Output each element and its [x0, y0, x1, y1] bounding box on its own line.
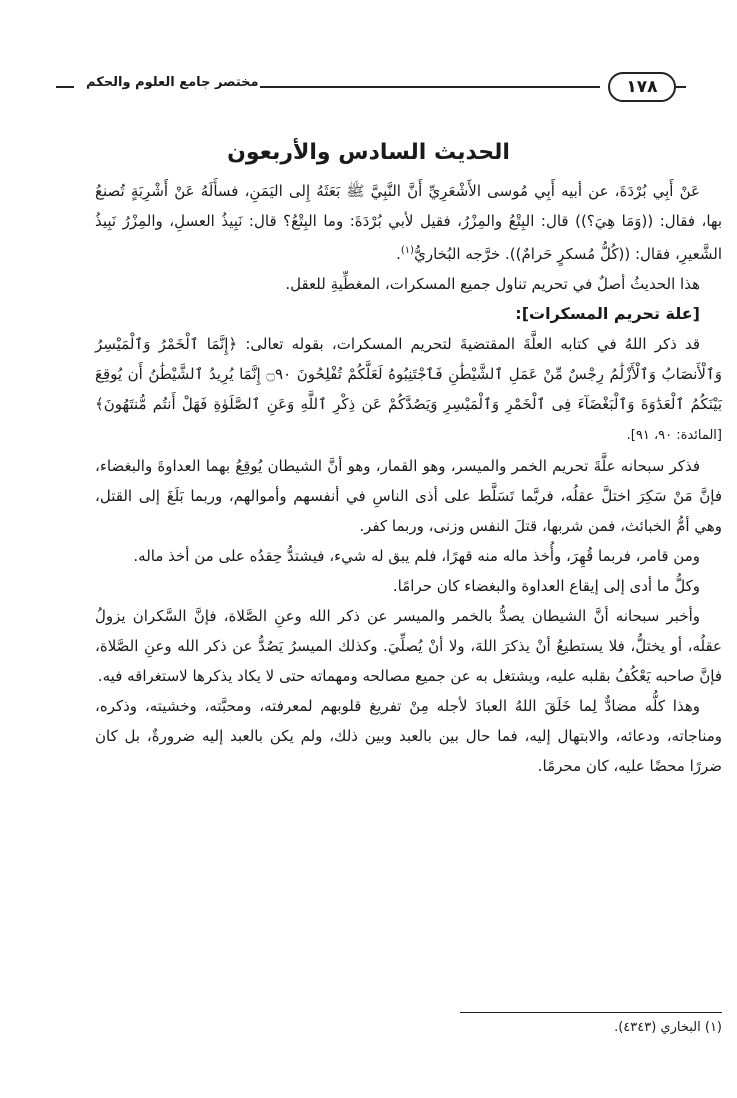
header-rule-right	[676, 86, 686, 88]
footnote: (١) البخاري (٤٣٤٣).	[614, 1020, 722, 1035]
running-title: مختصر جامع العلوم والحكم	[86, 75, 259, 90]
paragraph: ومن قامر، فربما قُهِرَ، وأُخذ ماله منه قهرًا، فلم يبق له شيء، فيشتدُّ حِقدُه على من أخذ ماله.	[133, 547, 700, 565]
main-text	[95, 176, 722, 781]
paragraph: فذكر سبحانه علَّةَ تحريم الخمر والميسر، وهو القمار، وهو أنَّ الشيطان يُوقِعُ بهما العداوةَ والبغضاء، فإنَّ مَنْ سَكِرَ اختلَّ عقلُه، فربَّما تَسَلَّط على أذى الناسِ في أنفسهم وأموالهم، وربما بَلَغَ إلى القتل، وهي أمُّ الخبائث، فمن شربها، قتلَ النفس وزنى، وربما كفر.	[95, 457, 722, 535]
paragraph: وهذا كلُّه مضادٌّ لِما خَلَقَ اللهُ العبادَ لأجله مِنْ تفريغ قلوبهم لمعرفته، ومحبَّته، وخشيته، وذكره، ومناجاته، ودعائه، والابتهال إليه، فما حال بين بالعبد وبين ذلك، ولم يكن بالعبد إليه ضرورةٌ، بل كان ضررًا محضًا عليه، كان محرمًا.	[95, 697, 722, 775]
section-heading: [علة تحريم المسكرات]:	[515, 304, 700, 323]
header-rule-middle	[260, 86, 600, 88]
header-rule-left	[56, 86, 74, 88]
hadith-text: عَنْ أَبِي بُرْدَةَ، عن أبيه أَبِي مُوسى الأَشْعَرِيِّ أَنَّ النَّبِيَّ ﷺ بَعَثَهُ إِلى اليَمَنِ، فسأَلَهُ عَنْ أَشْرِبَةٍ تُصنعُ بها، فقال: ((وَمَا هِيَ؟)) قال: البِتْعُ والمِزْرُ، فقيل لأبي بُرْدَةَ: وما البِتْعُ؟ قال: نَبِيذُ العسلِ، والمِزْرُ نَبِيذُ الشَّعيرِ، فقال: ((كُلُّ مُسكرٍ حَرامٌ)). خرَّجه البُخاريُّ	[95, 182, 722, 263]
footnote-marker: (١)	[400, 245, 415, 256]
quran-intro: قد ذكر اللهُ في كتابه العلَّةَ المقتضيةَ لتحريم المسكرات، بقوله تعالى:	[245, 335, 700, 353]
paragraph: وكلُّ ما أدى إلى إيقاع العداوة والبغضاء كان حرامًا.	[392, 577, 700, 595]
footnote-divider	[460, 1012, 722, 1013]
quran-verse: ﴿إِنَّمَا ٱلْخَمْرُ وَٱلْمَيْسِرُ وَٱلْأَنصَابُ وَٱلْأَزْلَٰمُ رِجْسٌ مِّنْ عَمَلِ ٱلشَّيْطَٰنِ فَٱجْتَنِبُوهُ لَعَلَّكُمْ تُفْلِحُونَ ۝٩٠ إِنَّمَا يُرِيدُ ٱلشَّيْطَٰنُ أَن يُوقِعَ بَيْنَكُمُ ٱلْعَدَٰوَةَ وَٱلْبَغْضَآءَ فِى ٱلْخَمْرِ وَٱلْمَيْسِرِ وَيَصُدَّكُمْ عَن ذِكْرِ ٱللَّهِ وَعَنِ ٱلصَّلَوٰةِ فَهَلْ أَنتُم مُّنتَهُونَ﴾	[95, 335, 722, 413]
page-number: ١٧٨	[608, 72, 676, 102]
paragraph: وأخبر سبحانه أنَّ الشيطان يصدُّ بالخمر والميسر عن ذكر الله وعنِ الصَّلاة، فإنَّ السَّكران يزولُ عقلُه، أو يختلُّ، فلا يستطيعُ أنْ يذكرَ اللهَ، ولا أنْ يُصلِّيَ. وكذلك الميسرُ يَصُدُّ عن ذكر الله وعنِ الصَّلاة، فإنَّ صاحبه يَعْكُفُ بقلبه عليه، ويشتغل به عن جميع مصالحه ومهماته حتى لا يكاد يذكرها لاستغراقه فيه.	[95, 607, 722, 685]
page-header	[30, 70, 710, 104]
quran-paragraph	[95, 329, 722, 451]
quran-reference: [المائدة: ٩٠، ٩١].	[626, 428, 722, 443]
hadith-title: الحديث السادس والأربعون	[227, 140, 510, 165]
hadith-paragraph: عَنْ أَبِي بُرْدَةَ، عن أبيه أَبِي مُوسى الأَشْعَرِيِّ أَنَّ النَّبِيَّ ﷺ بَعَثَهُ إِلى اليَمَنِ، فسأَلَهُ عَنْ أَشْرِبَةٍ تُصنعُ بها، فقال: ((وَمَا هِيَ؟)) قال: البِتْعُ والمِزْرُ، فقيل لأبي بُرْدَةَ: وما البِتْعُ؟ قال: نَبِيذُ العسلِ، والمِزْرُ نَبِيذُ الشَّعيرِ، فقال: ((كُلُّ مُسكرٍ حَرامٌ)). خرَّجه البُخاريُّ$^{(١)}$.	[95, 182, 722, 263]
paragraph: هذا الحديثُ أصلٌ في تحريم تناول جميع المسكرات، المغطِّيةِ للعقل.	[285, 275, 700, 293]
